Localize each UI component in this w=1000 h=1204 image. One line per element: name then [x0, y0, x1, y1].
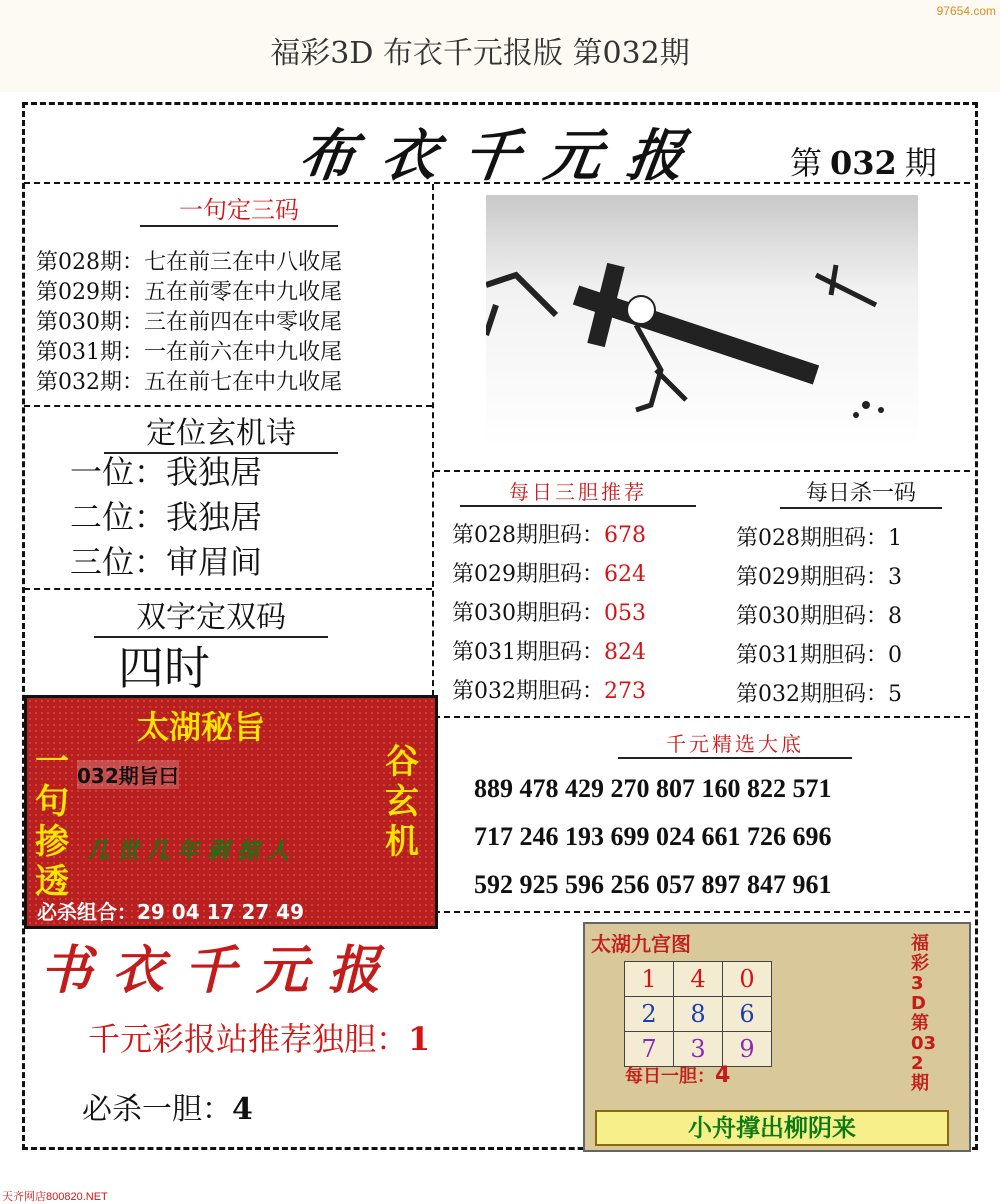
row-value: 273	[604, 679, 646, 704]
divider-bottom	[434, 911, 970, 913]
row-value: 1	[888, 526, 902, 551]
row-label: 第028期胆码：	[736, 526, 888, 551]
grid-cell: 7	[624, 1031, 674, 1067]
divider-left-col	[432, 184, 434, 696]
poster2-title: 太湖九宫图	[591, 932, 691, 956]
list-item	[736, 597, 902, 636]
divider-poem	[24, 405, 432, 407]
three-dan-title: 每日三胆推荐	[460, 476, 696, 507]
one-sentence-title: 一句定三码	[140, 190, 338, 227]
double-title: 双字定双码	[94, 592, 328, 638]
row-label: 第031期胆码：	[452, 640, 604, 665]
grid-cell: 1	[624, 961, 674, 997]
divider-base	[434, 716, 970, 718]
poster-bottom: 必杀组合：29 04 17 27 49	[37, 900, 305, 924]
masthead: 布衣千元报	[294, 123, 715, 189]
poster-title: 太湖秘旨	[137, 708, 266, 746]
kill-value: 4	[232, 1092, 253, 1127]
poster-middle: 几世几年剥掠人	[87, 839, 298, 864]
divider-header	[24, 182, 970, 184]
one-sentence-list	[36, 248, 342, 398]
grid-cell: 3	[673, 1031, 723, 1067]
list-item	[452, 633, 646, 672]
recommend-label: 千元彩报站推荐独胆：	[88, 1020, 409, 1058]
divider-dan	[434, 470, 970, 472]
list-item: 第032期：五在前七在中九收尾	[36, 370, 342, 395]
page-title: 福彩3D 布衣千元报版 第032期	[270, 36, 690, 71]
site-tag[interactable]: 97654.com	[936, 4, 996, 18]
number-row: 717 246 193 699 024 661 726 696	[474, 822, 832, 851]
list-item: 第031期：一在前六在中九收尾	[36, 340, 342, 365]
row-label: 第030期胆码：	[452, 601, 604, 626]
calligraphy-banner: 书衣千元报	[40, 940, 401, 1001]
footer-tag: 天齐网店800820.NET	[2, 1191, 108, 1203]
poem-line: 一位：我独居	[70, 453, 263, 491]
daily-value: 4	[715, 1063, 731, 1088]
row-value: 3	[888, 565, 902, 590]
row-value: 8	[888, 604, 902, 629]
recommend-line	[88, 1014, 430, 1060]
list-item	[452, 672, 646, 711]
poem-title: 定位玄机诗	[104, 408, 338, 454]
divider-double	[24, 588, 432, 590]
issue-suffix: 期	[904, 144, 937, 182]
row-label: 第031期胆码：	[736, 643, 888, 668]
poster-issue: 032期旨曰	[77, 760, 179, 789]
poem-line: 三位：审眉间	[70, 543, 263, 581]
grid-cell: 8	[673, 996, 723, 1032]
row-value: 053	[604, 601, 646, 626]
row-value: 678	[604, 523, 646, 548]
poster2-side: 福彩3D第032期	[911, 933, 937, 1094]
poster-left: 一句掺透	[35, 742, 69, 902]
double-value: 四时	[118, 641, 210, 695]
poem-list	[70, 450, 262, 585]
kill-one-title: 每日杀一码	[780, 476, 942, 509]
list-item	[736, 519, 902, 558]
grid-cell: 2	[624, 996, 674, 1032]
list-item	[452, 594, 646, 633]
row-label: 第029期胆码：	[736, 565, 888, 590]
grid-cell: 9	[722, 1031, 772, 1067]
grid-cell: 0	[722, 961, 772, 997]
list-item	[736, 675, 902, 714]
daily-label: 每日一胆：	[625, 1066, 715, 1087]
issue-prefix: 第	[790, 144, 823, 182]
list-item	[736, 636, 902, 675]
poster2-daily	[625, 1062, 730, 1088]
big-base-title: 千元精选大底	[618, 728, 852, 759]
row-label: 第030期胆码：	[736, 604, 888, 629]
row-value: 624	[604, 562, 646, 587]
list-item	[736, 558, 902, 597]
row-label: 第032期胆码：	[736, 682, 888, 707]
issue-heading	[790, 138, 937, 184]
poem-line: 二位：我独居	[70, 498, 263, 536]
kill-label: 必杀一胆：	[82, 1092, 232, 1127]
row-value: 5	[888, 682, 902, 707]
row-value: 0	[888, 643, 902, 668]
number-row: 889 478 429 270 807 160 822 571	[474, 774, 832, 803]
taihu-secret-poster	[24, 695, 438, 929]
kill-one-list	[736, 519, 902, 714]
cross-carrier-icon	[486, 195, 918, 447]
list-item: 第029期：五在前零在中九收尾	[36, 280, 342, 305]
list-item	[452, 555, 646, 594]
issue-number: 032	[830, 144, 897, 182]
grid-cell: 6	[722, 996, 772, 1032]
nine-grid	[625, 962, 775, 1067]
three-dan-list	[452, 516, 646, 711]
kill-line	[82, 1084, 253, 1128]
row-label: 第032期胆码：	[452, 679, 604, 704]
list-item: 第028期：七在前三在中八收尾	[36, 250, 342, 275]
list-item	[452, 516, 646, 555]
poster2-footer: 小舟撑出柳阴来	[595, 1110, 949, 1146]
number-row: 592 925 596 256 057 897 847 961	[474, 870, 832, 899]
poster-right: 谷玄机	[385, 742, 419, 862]
list-item: 第030期：三在前四在中零收尾	[36, 310, 342, 335]
grid-cell: 4	[673, 961, 723, 997]
nine-palace-poster	[583, 922, 971, 1152]
cartoon-image	[486, 195, 918, 447]
recommend-value: 1	[408, 1020, 431, 1058]
row-value: 824	[604, 640, 646, 665]
row-label: 第028期胆码：	[452, 523, 604, 548]
big-base-list	[474, 765, 832, 909]
row-label: 第029期胆码：	[452, 562, 604, 587]
